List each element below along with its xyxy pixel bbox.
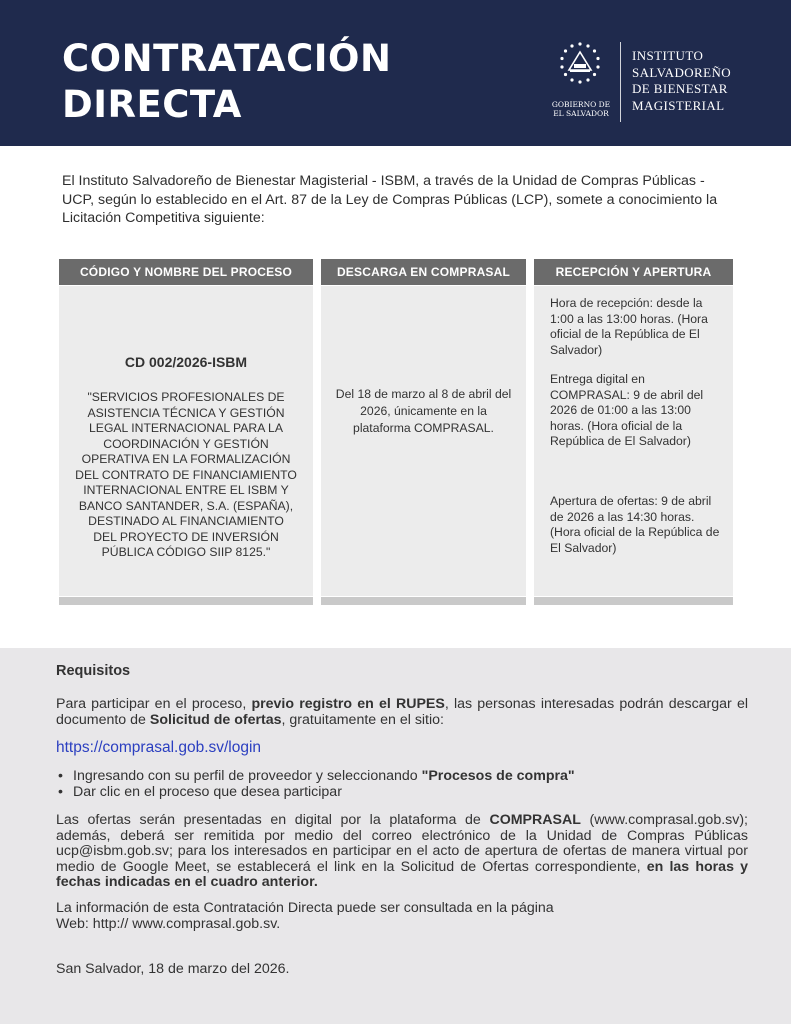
gobierno-label bbox=[548, 100, 614, 118]
info-paragraph bbox=[56, 901, 748, 932]
column-reception bbox=[534, 286, 733, 596]
column-footer-bar bbox=[534, 597, 733, 605]
title-line-2: DIRECTA bbox=[62, 83, 242, 126]
p1-solicitud-emphasis: Solicitud de ofertas bbox=[149, 711, 282, 728]
comprasal-login-link[interactable]: https://comprasal.gob.sv/login bbox=[56, 739, 262, 756]
offer-opening: Apertura de ofertas: 9 de abril de 2026 a las 14:30 horas. (Hora oficial de la República de El Salvador) bbox=[550, 494, 720, 555]
column-header-reception: RECEPCIÓN Y APERTURA bbox=[534, 259, 733, 285]
gobierno-line-2: EL SALVADOR bbox=[553, 109, 609, 118]
gobierno-line-1: GOBIERNO DE bbox=[551, 100, 611, 109]
bullet1-text: Ingresando con su perfil de proveedor y seleccionando bbox=[73, 768, 422, 784]
column-header-process: CÓDIGO Y NOMBRE DEL PROCESO bbox=[59, 259, 313, 285]
bullet2-text: Dar clic en el proceso que desea participar bbox=[73, 783, 342, 800]
download-period: Del 18 de marzo al 8 de abril del 2026, únicamente en la plataforma COMPRASAL. bbox=[335, 387, 512, 435]
column-footer-bar bbox=[321, 597, 526, 605]
logo-divider bbox=[620, 42, 621, 122]
digital-delivery: Entrega digital en COMPRASAL: 9 de abril del 2026 de 01:00 a las 13:00 horas. (Hora oficial de la República de El Salvador) bbox=[550, 372, 704, 448]
institution-line-1: INSTITUTO bbox=[632, 48, 704, 63]
institution-line-4: MAGISTERIAL bbox=[632, 97, 725, 113]
process-name: "SERVICIOS PROFESIONALES DE ASISTENCIA TÉCNICA Y GESTIÓN LEGAL INTERNACIONAL PARA LA COORDINACIÓN Y GESTIÓN OPERATIVA EN LA FORMALIZACIÓN DEL CONTRATO DE FINANCIAMIENTO INTERNACIONAL ENTRE EL ISBM Y BANCO SANTANDER, S.A. (ESPAÑA), DESTINADO AL FINANCIAMIENTO DEL PROYECTO DE INVERSIÓN PÚBLICA CÓDIGO SIIP 8125." bbox=[75, 390, 297, 559]
column-download bbox=[321, 286, 526, 596]
column-process bbox=[59, 286, 313, 596]
institution-line-2: SALVADOREÑO bbox=[632, 64, 732, 80]
bullet1-emphasis: "Procesos de compra" bbox=[421, 768, 575, 784]
list-item bbox=[56, 769, 748, 785]
requirements-paragraph bbox=[56, 697, 748, 728]
list-item bbox=[56, 785, 748, 801]
p2-dates-emphasis: en las horas y fechas indicadas en el cuadro anterior. bbox=[56, 858, 748, 890]
page-header bbox=[0, 0, 791, 146]
p1-text-c: , las personas interesadas podrán descargar el documento de bbox=[56, 696, 749, 728]
reception-hours: Hora de recepción: desde la 1:00 a las 13:00 horas. (Hora oficial de la República de El Salvador) bbox=[550, 296, 708, 357]
coat-of-arms-icon bbox=[552, 40, 608, 100]
institution-logo bbox=[548, 40, 738, 124]
instructions-list bbox=[56, 769, 748, 800]
p1-rupes-emphasis: previo registro en el RUPES bbox=[251, 696, 445, 712]
p1-text-e: , gratuitamente en el sitio: bbox=[281, 711, 444, 728]
institution-line-3: DE BIENESTAR bbox=[632, 81, 728, 96]
page-title bbox=[62, 36, 391, 128]
p3-line-2: Web: http:// www.comprasal.gob.sv. bbox=[56, 915, 281, 932]
column-header-download: DESCARGA EN COMPRASAL bbox=[321, 259, 526, 285]
p3-line-1: La información de esta Contratación Directa puede ser consultada en la página bbox=[56, 900, 554, 916]
requirements-title: Requisitos bbox=[56, 663, 131, 679]
title-line-1: CONTRATACIÓN bbox=[62, 37, 392, 80]
submission-paragraph bbox=[56, 813, 748, 891]
place-date: San Salvador, 18 de marzo del 2026. bbox=[56, 961, 290, 977]
p2-text-a: Las ofertas serán presentadas en digital por la plataforma de bbox=[56, 812, 490, 828]
p2-text-c: (www.comprasal.gob.sv); además, deberá ser remitida por medio del correo electrónico de la Unidad de Compras Públicas ucp@isbm.gob.sv; para los interesados en participar en el acto de apertura de ofertas de manera virtual por medio de Google Meet, se establecerá el link en la Solicitud de Ofertas correspondiente, bbox=[56, 812, 749, 875]
p1-text-a: Para participar en el proceso, bbox=[56, 696, 252, 712]
institution-name bbox=[632, 48, 731, 114]
p2-comprasal-emphasis: COMPRASAL bbox=[489, 812, 581, 828]
process-code: CD 002/2026-ISBM bbox=[124, 354, 248, 370]
intro-paragraph: El Instituto Salvadoreño de Bienestar Magisterial - ISBM, a través de la Unidad de Compras Públicas - UCP, según lo establecido en el Art. 87 de la Ley de Compras Públicas (LCP), somete a conocimiento la Licitación Competitiva siguiente: bbox=[62, 173, 718, 226]
column-footer-bar bbox=[59, 597, 313, 605]
